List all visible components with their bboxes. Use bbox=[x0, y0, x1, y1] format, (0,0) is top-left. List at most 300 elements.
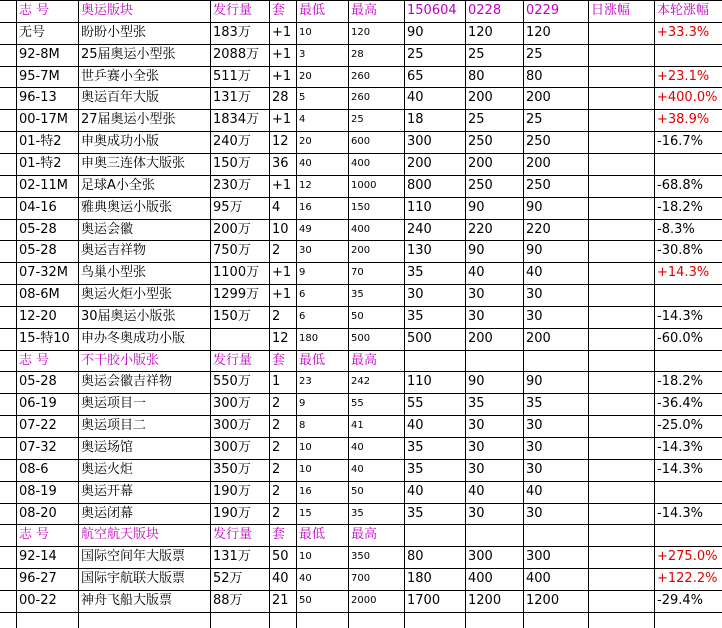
cell-name[interactable]: 奥运会徽吉祥物 bbox=[81, 374, 173, 390]
cell-sets[interactable]: 2 bbox=[272, 308, 281, 324]
cell-daily[interactable] bbox=[589, 240, 655, 262]
cell-issue[interactable]: 1299万 bbox=[213, 287, 260, 303]
cell-low[interactable]: 8 bbox=[299, 420, 306, 432]
cell-p0228[interactable]: 30 bbox=[468, 308, 485, 324]
cell-p0229[interactable]: 40 bbox=[526, 483, 543, 499]
cell-low[interactable]: 15 bbox=[299, 507, 312, 519]
cell-low[interactable]: 16 bbox=[299, 485, 312, 497]
cell-p0228[interactable]: 25 bbox=[468, 46, 485, 62]
cell-round[interactable] bbox=[655, 284, 722, 306]
cell-p150604[interactable]: 200 bbox=[407, 155, 432, 171]
cell-name[interactable]: 奥运项目二 bbox=[81, 418, 147, 434]
cell-sets[interactable]: 1 bbox=[272, 374, 281, 390]
cell-sets[interactable]: 28 bbox=[272, 90, 289, 106]
cell-round[interactable]: -8.3% bbox=[657, 221, 695, 237]
cell-code[interactable]: 92-8M bbox=[19, 46, 60, 62]
cell-round[interactable]: -18.2% bbox=[657, 199, 703, 215]
header-low[interactable]: 最低 bbox=[299, 352, 326, 368]
cell-p150604[interactable]: 18 bbox=[407, 112, 424, 128]
cell-round[interactable]: -68.8% bbox=[657, 177, 703, 193]
cell-issue[interactable]: 300万 bbox=[213, 396, 251, 412]
cell-round[interactable]: +14.3% bbox=[657, 265, 710, 281]
cell-name[interactable]: 盼盼小型张 bbox=[81, 24, 147, 40]
cell-sets[interactable]: +1 bbox=[272, 46, 292, 62]
cell-issue[interactable]: 750万 bbox=[213, 243, 251, 259]
cell-name[interactable]: 奥运场馆 bbox=[81, 440, 134, 455]
cell-round[interactable]: -18.2% bbox=[657, 374, 703, 390]
cell-p0229[interactable]: 30 bbox=[526, 308, 543, 324]
cell-p0229[interactable]: 90 bbox=[526, 374, 543, 390]
cell-round[interactable] bbox=[655, 153, 722, 175]
cell-p150604[interactable]: 180 bbox=[407, 571, 432, 587]
cell-p150604[interactable]: 130 bbox=[407, 243, 432, 259]
header-p150604[interactable] bbox=[405, 350, 466, 372]
cell-code[interactable]: 01-特2 bbox=[19, 134, 62, 150]
cell-issue[interactable]: 88万 bbox=[213, 592, 243, 608]
cell-p0228[interactable]: 30 bbox=[468, 418, 485, 434]
cell-p0228[interactable]: 90 bbox=[468, 243, 485, 259]
cell-round[interactable] bbox=[655, 44, 722, 66]
cell-name[interactable]: 国际宇航联大版票 bbox=[81, 571, 186, 587]
cell-name[interactable]: 鸟巢小型张 bbox=[81, 265, 147, 281]
cell-name[interactable]: 25届奥运小型张 bbox=[81, 46, 176, 62]
header-low[interactable]: 最低 bbox=[299, 3, 326, 18]
header-high[interactable]: 最高 bbox=[351, 3, 378, 18]
cell-low[interactable]: 20 bbox=[299, 136, 312, 148]
header-name[interactable]: 航空航天版块 bbox=[81, 527, 160, 543]
cell-p150604[interactable]: 110 bbox=[407, 374, 432, 390]
cell-high[interactable]: 41 bbox=[351, 420, 364, 432]
cell-p0229[interactable]: 400 bbox=[526, 571, 551, 587]
cell-p0228[interactable]: 200 bbox=[468, 155, 493, 171]
cell-code[interactable]: 96-27 bbox=[19, 571, 57, 587]
cell-p0229[interactable]: 1200 bbox=[526, 592, 560, 608]
cell-daily[interactable] bbox=[589, 393, 655, 415]
header-p0228[interactable] bbox=[466, 524, 524, 546]
cell-code[interactable]: 00-22 bbox=[19, 592, 57, 608]
cell-issue[interactable]: 300万 bbox=[213, 440, 251, 455]
cell-high[interactable]: 400 bbox=[351, 157, 371, 169]
cell-p0228[interactable]: 40 bbox=[468, 265, 485, 281]
cell-issue[interactable]: 1100万 bbox=[213, 265, 260, 281]
cell-low[interactable]: 4 bbox=[299, 114, 306, 126]
cell-low[interactable]: 10 bbox=[299, 442, 312, 453]
cell-sets[interactable]: 2 bbox=[272, 418, 281, 434]
header-sets[interactable]: 套 bbox=[272, 527, 286, 543]
cell-p150604[interactable]: 40 bbox=[407, 90, 424, 106]
cell-p150604[interactable]: 800 bbox=[407, 177, 432, 193]
cell-round[interactable]: -16.7% bbox=[657, 134, 703, 150]
cell-sets[interactable]: 2 bbox=[272, 440, 281, 455]
cell-name[interactable]: 奥运百年大版 bbox=[81, 90, 160, 106]
cell-p0228[interactable]: 90 bbox=[468, 199, 485, 215]
cell-code[interactable]: 07-22 bbox=[19, 418, 57, 434]
cell-code[interactable]: 02-11M bbox=[19, 177, 68, 193]
cell-name[interactable]: 30届奥运小版张 bbox=[81, 308, 176, 324]
cell-p0228[interactable]: 30 bbox=[468, 440, 485, 455]
cell-p0229[interactable]: 80 bbox=[526, 68, 543, 84]
cell-daily[interactable] bbox=[589, 328, 655, 350]
cell-high[interactable]: 2000 bbox=[351, 594, 377, 606]
cell-round[interactable]: -30.8% bbox=[657, 243, 703, 259]
cell-name[interactable]: 雅典奥运小版张 bbox=[81, 199, 173, 215]
cell-issue[interactable]: 150万 bbox=[213, 155, 251, 171]
cell-name[interactable]: 申办冬奥成功小版 bbox=[81, 330, 186, 346]
cell-p0228[interactable]: 1200 bbox=[468, 592, 502, 608]
cell-sets[interactable]: 2 bbox=[272, 483, 281, 499]
cell-issue[interactable]: 131万 bbox=[213, 90, 251, 106]
cell-low[interactable]: 10 bbox=[299, 26, 312, 38]
cell-issue[interactable]: 190万 bbox=[213, 483, 251, 499]
cell-low[interactable]: 9 bbox=[299, 267, 306, 279]
cell-high[interactable]: 500 bbox=[351, 332, 371, 344]
cell-name[interactable]: 申奥成功小版 bbox=[81, 134, 160, 150]
header-high[interactable]: 最高 bbox=[351, 527, 378, 543]
cell-code[interactable]: 08-20 bbox=[19, 505, 57, 521]
cell-daily[interactable] bbox=[589, 197, 655, 219]
header-issue[interactable]: 发行量 bbox=[213, 352, 253, 368]
cell-p150604[interactable]: 1700 bbox=[407, 592, 441, 608]
cell-code[interactable]: 05-28 bbox=[19, 221, 57, 237]
cell-code[interactable]: 01-特2 bbox=[19, 155, 62, 171]
cell-high[interactable]: 350 bbox=[351, 551, 371, 563]
header-p0229[interactable] bbox=[524, 350, 589, 372]
cell-p0229[interactable]: 90 bbox=[526, 199, 543, 215]
cell-p0229[interactable]: 200 bbox=[526, 155, 551, 171]
header-issue[interactable]: 发行量 bbox=[213, 3, 253, 18]
header-daily[interactable] bbox=[589, 350, 655, 372]
cell-low[interactable]: 3 bbox=[299, 48, 306, 60]
header-low[interactable]: 最低 bbox=[299, 527, 326, 543]
cell-round[interactable]: -29.4% bbox=[657, 592, 703, 608]
cell-high[interactable]: 70 bbox=[351, 267, 364, 279]
cell-round[interactable]: +122.2% bbox=[657, 571, 718, 587]
cell-p150604[interactable]: 65 bbox=[407, 68, 424, 84]
cell-daily[interactable] bbox=[589, 66, 655, 88]
cell-low[interactable]: 10 bbox=[299, 551, 312, 563]
cell-issue[interactable]: 52万 bbox=[213, 571, 243, 587]
cell-round[interactable]: -25.0% bbox=[657, 418, 703, 434]
header-daily[interactable] bbox=[589, 524, 655, 546]
cell-high[interactable]: 28 bbox=[351, 48, 364, 60]
cell-p150604[interactable]: 35 bbox=[407, 440, 424, 455]
cell-issue[interactable]: 2088万 bbox=[213, 46, 260, 62]
cell-round[interactable]: +33.3% bbox=[657, 24, 710, 40]
cell-round[interactable]: -14.3% bbox=[657, 440, 703, 455]
cell-p0229[interactable]: 30 bbox=[526, 505, 543, 521]
cell-p0229[interactable]: 30 bbox=[526, 418, 543, 434]
cell-round[interactable]: +275.0% bbox=[657, 549, 718, 565]
cell-p0228[interactable]: 40 bbox=[468, 483, 485, 499]
cell-sets[interactable]: 36 bbox=[272, 155, 289, 171]
cell-daily[interactable] bbox=[589, 503, 655, 525]
cell-issue[interactable]: 350万 bbox=[213, 461, 251, 477]
header-sets[interactable]: 套 bbox=[272, 352, 286, 368]
cell-p0229[interactable]: 200 bbox=[526, 330, 551, 346]
cell-high[interactable]: 25 bbox=[351, 114, 364, 126]
header-p0228[interactable] bbox=[466, 350, 524, 372]
cell-low[interactable]: 180 bbox=[299, 332, 319, 344]
header-daily[interactable]: 日涨幅 bbox=[591, 3, 631, 18]
cell-daily[interactable] bbox=[589, 131, 655, 153]
header-code[interactable]: 志 号 bbox=[19, 3, 50, 18]
cell-code[interactable]: 04-16 bbox=[19, 199, 57, 215]
cell-name[interactable]: 奥运吉祥物 bbox=[81, 243, 147, 259]
cell-p150604[interactable]: 80 bbox=[407, 549, 424, 565]
cell-high[interactable]: 200 bbox=[351, 245, 371, 257]
cell-p0228[interactable]: 250 bbox=[468, 177, 493, 193]
cell-p0229[interactable]: 30 bbox=[526, 440, 543, 455]
cell-p0228[interactable]: 30 bbox=[468, 461, 485, 477]
cell-low[interactable]: 30 bbox=[299, 245, 312, 257]
cell-p0229[interactable]: 30 bbox=[526, 461, 543, 477]
cell-sets[interactable]: 2 bbox=[272, 243, 281, 259]
cell-daily[interactable] bbox=[589, 459, 655, 481]
cell-p0229[interactable]: 40 bbox=[526, 265, 543, 281]
cell-sets[interactable]: 2 bbox=[272, 505, 281, 521]
cell-daily[interactable] bbox=[589, 590, 655, 612]
cell-sets[interactable]: +1 bbox=[272, 112, 292, 128]
cell-daily[interactable] bbox=[589, 568, 655, 590]
cell-p0229[interactable]: 30 bbox=[526, 287, 543, 303]
cell-high[interactable]: 35 bbox=[351, 289, 364, 301]
cell-issue[interactable]: 300万 bbox=[213, 418, 251, 434]
cell-daily[interactable] bbox=[589, 415, 655, 437]
cell-low[interactable]: 9 bbox=[299, 398, 306, 410]
cell-code[interactable]: 12-20 bbox=[19, 308, 57, 324]
cell-daily[interactable] bbox=[589, 284, 655, 306]
cell-daily[interactable] bbox=[589, 546, 655, 568]
cell-low[interactable]: 40 bbox=[299, 157, 312, 169]
cell-high[interactable]: 260 bbox=[351, 70, 371, 82]
cell-name[interactable]: 神舟飞船大版票 bbox=[81, 592, 173, 608]
cell-name[interactable]: 奥运项目一 bbox=[81, 396, 147, 412]
cell-p0228[interactable]: 400 bbox=[468, 571, 493, 587]
cell-code[interactable]: 08-19 bbox=[19, 483, 57, 499]
cell-round[interactable]: -14.3% bbox=[657, 461, 703, 477]
header-name[interactable]: 奥运版块 bbox=[81, 3, 134, 18]
cell-issue[interactable]: 550万 bbox=[213, 374, 251, 390]
cell-p0228[interactable]: 200 bbox=[468, 330, 493, 346]
cell-p150604[interactable]: 240 bbox=[407, 221, 432, 237]
cell-high[interactable]: 242 bbox=[351, 376, 371, 388]
cell-p150604[interactable]: 35 bbox=[407, 505, 424, 521]
cell-p0229[interactable]: 25 bbox=[526, 112, 543, 128]
cell-p0228[interactable]: 200 bbox=[468, 90, 493, 106]
cell-p150604[interactable]: 40 bbox=[407, 418, 424, 434]
cell-round[interactable] bbox=[655, 481, 722, 503]
cell-high[interactable]: 600 bbox=[351, 136, 371, 148]
cell-code[interactable]: 08-6M bbox=[19, 287, 60, 303]
cell-p150604[interactable]: 35 bbox=[407, 308, 424, 324]
header-name[interactable]: 不干胶小版张 bbox=[81, 352, 160, 368]
cell-daily[interactable] bbox=[589, 219, 655, 241]
cell-sets[interactable]: +1 bbox=[272, 265, 292, 281]
cell-p0228[interactable]: 220 bbox=[468, 221, 493, 237]
cell-p150604[interactable]: 300 bbox=[407, 134, 432, 150]
cell-high[interactable]: 400 bbox=[351, 223, 371, 235]
cell-issue[interactable] bbox=[211, 328, 270, 350]
cell-low[interactable]: 40 bbox=[299, 573, 312, 585]
cell-p0228[interactable]: 25 bbox=[468, 112, 485, 128]
cell-daily[interactable] bbox=[589, 175, 655, 197]
cell-name[interactable]: 奥运会徽 bbox=[81, 221, 134, 237]
cell-p0228[interactable]: 90 bbox=[468, 374, 485, 390]
cell-p0228[interactable]: 120 bbox=[468, 24, 493, 40]
cell-issue[interactable]: 190万 bbox=[213, 505, 251, 521]
cell-daily[interactable] bbox=[589, 87, 655, 109]
cell-name[interactable]: 奥运火炬 bbox=[81, 461, 134, 477]
header-code[interactable]: 志 号 bbox=[19, 527, 50, 543]
cell-p0229[interactable]: 90 bbox=[526, 243, 543, 259]
cell-daily[interactable] bbox=[589, 371, 655, 393]
header-code[interactable]: 志 号 bbox=[19, 352, 50, 368]
header-sets[interactable]: 套 bbox=[272, 3, 286, 18]
cell-daily[interactable] bbox=[589, 481, 655, 503]
cell-sets[interactable]: 2 bbox=[272, 461, 281, 477]
cell-p150604[interactable]: 30 bbox=[407, 287, 424, 303]
cell-p0229[interactable]: 35 bbox=[526, 396, 543, 412]
cell-round[interactable]: -36.4% bbox=[657, 396, 703, 412]
header-p0229[interactable]: 0229 bbox=[526, 3, 560, 18]
cell-low[interactable]: 49 bbox=[299, 223, 312, 235]
cell-high[interactable]: 40 bbox=[351, 442, 364, 453]
cell-low[interactable]: 6 bbox=[299, 289, 306, 301]
cell-p0228[interactable]: 30 bbox=[468, 505, 485, 521]
cell-low[interactable]: 5 bbox=[299, 92, 306, 104]
cell-code[interactable]: 00-17M bbox=[19, 112, 68, 128]
cell-daily[interactable] bbox=[589, 153, 655, 175]
cell-round[interactable]: -14.3% bbox=[657, 308, 703, 324]
header-p150604[interactable] bbox=[405, 524, 466, 546]
cell-name[interactable]: 奥运开幕 bbox=[81, 483, 134, 499]
cell-p150604[interactable]: 35 bbox=[407, 461, 424, 477]
cell-daily[interactable] bbox=[589, 109, 655, 131]
cell-daily[interactable] bbox=[589, 306, 655, 328]
cell-name[interactable]: 申奥三连体大版张 bbox=[81, 155, 186, 171]
header-p0228[interactable]: 0228 bbox=[468, 3, 502, 18]
cell-name[interactable]: 奥运闭幕 bbox=[81, 505, 134, 521]
cell-p150604[interactable]: 110 bbox=[407, 199, 432, 215]
cell-p150604[interactable]: 500 bbox=[407, 330, 432, 346]
cell-round[interactable]: +38.9% bbox=[657, 112, 710, 128]
cell-p0228[interactable]: 35 bbox=[468, 396, 485, 412]
cell-low[interactable]: 10 bbox=[299, 463, 312, 475]
header-round[interactable] bbox=[655, 524, 722, 546]
cell-issue[interactable]: 240万 bbox=[213, 134, 251, 150]
cell-high[interactable]: 40 bbox=[351, 463, 364, 475]
cell-code[interactable]: 96-13 bbox=[19, 90, 57, 106]
cell-sets[interactable]: 12 bbox=[272, 134, 289, 150]
cell-code[interactable]: 07-32M bbox=[19, 265, 68, 281]
cell-p0229[interactable]: 120 bbox=[526, 24, 551, 40]
cell-sets[interactable]: 40 bbox=[272, 571, 289, 587]
cell-code[interactable]: 08-6 bbox=[19, 461, 49, 477]
cell-sets[interactable]: +1 bbox=[272, 287, 292, 303]
cell-issue[interactable]: 131万 bbox=[213, 549, 251, 565]
cell-p0229[interactable]: 300 bbox=[526, 549, 551, 565]
cell-sets[interactable]: 2 bbox=[272, 396, 281, 412]
cell-daily[interactable] bbox=[589, 22, 655, 44]
cell-p150604[interactable]: 35 bbox=[407, 265, 424, 281]
cell-high[interactable]: 1000 bbox=[351, 179, 377, 191]
cell-p0229[interactable]: 250 bbox=[526, 177, 551, 193]
cell-high[interactable]: 55 bbox=[351, 398, 364, 410]
header-p0229[interactable] bbox=[524, 524, 589, 546]
cell-name[interactable]: 奥运火炬小型张 bbox=[81, 287, 173, 303]
cell-p0229[interactable]: 220 bbox=[526, 221, 551, 237]
header-round[interactable]: 本轮涨幅 bbox=[657, 3, 710, 18]
cell-sets[interactable]: 50 bbox=[272, 549, 289, 565]
header-issue[interactable]: 发行量 bbox=[213, 527, 253, 543]
cell-high[interactable]: 700 bbox=[351, 573, 371, 585]
cell-p150604[interactable]: 55 bbox=[407, 396, 424, 412]
cell-low[interactable]: 50 bbox=[299, 594, 312, 606]
header-p150604[interactable]: 150604 bbox=[407, 3, 457, 18]
cell-round[interactable]: -14.3% bbox=[657, 505, 703, 521]
cell-issue[interactable]: 230万 bbox=[213, 177, 251, 193]
cell-p0228[interactable]: 300 bbox=[468, 549, 493, 565]
cell-code[interactable]: 15-特10 bbox=[19, 330, 70, 346]
cell-issue[interactable]: 95万 bbox=[213, 199, 243, 215]
cell-low[interactable]: 20 bbox=[299, 70, 312, 82]
cell-name[interactable]: 世乒赛小全张 bbox=[81, 68, 160, 84]
cell-p0229[interactable]: 250 bbox=[526, 134, 551, 150]
header-round[interactable] bbox=[655, 350, 722, 372]
cell-high[interactable]: 35 bbox=[351, 507, 364, 519]
cell-name[interactable]: 27届奥运小型张 bbox=[81, 112, 176, 128]
cell-daily[interactable] bbox=[589, 44, 655, 66]
cell-high[interactable]: 260 bbox=[351, 92, 371, 104]
cell-high[interactable]: 50 bbox=[351, 310, 364, 322]
cell-low[interactable]: 16 bbox=[299, 201, 312, 213]
cell-round[interactable]: -60.0% bbox=[657, 330, 703, 346]
cell-issue[interactable]: 511万 bbox=[213, 68, 251, 84]
cell-name[interactable]: 国际空间年大版票 bbox=[81, 549, 186, 565]
header-high[interactable]: 最高 bbox=[351, 352, 378, 368]
cell-round[interactable]: +400.0% bbox=[657, 90, 718, 106]
cell-issue[interactable]: 183万 bbox=[213, 24, 251, 40]
cell-p0229[interactable]: 25 bbox=[526, 46, 543, 62]
cell-sets[interactable]: +1 bbox=[272, 24, 292, 40]
cell-daily[interactable] bbox=[589, 262, 655, 284]
cell-low[interactable]: 23 bbox=[299, 376, 312, 388]
cell-sets[interactable]: +1 bbox=[272, 177, 292, 193]
cell-high[interactable]: 120 bbox=[351, 26, 371, 38]
cell-code[interactable]: 05-28 bbox=[19, 243, 57, 259]
cell-code[interactable]: 07-32 bbox=[19, 440, 57, 455]
cell-code[interactable]: 92-14 bbox=[19, 549, 57, 565]
cell-issue[interactable]: 200万 bbox=[213, 221, 251, 237]
cell-round[interactable]: +23.1% bbox=[657, 68, 710, 84]
cell-daily[interactable] bbox=[589, 437, 655, 459]
cell-p150604[interactable]: 25 bbox=[407, 46, 424, 62]
cell-high[interactable]: 150 bbox=[351, 201, 371, 213]
cell-p0228[interactable]: 80 bbox=[468, 68, 485, 84]
cell-p150604[interactable]: 90 bbox=[407, 24, 424, 40]
cell-code[interactable]: 05-28 bbox=[19, 374, 57, 390]
cell-low[interactable]: 6 bbox=[299, 310, 306, 322]
cell-p0228[interactable]: 250 bbox=[468, 134, 493, 150]
cell-sets[interactable]: 10 bbox=[272, 221, 289, 237]
cell-low[interactable]: 12 bbox=[299, 179, 312, 191]
cell-issue[interactable]: 150万 bbox=[213, 308, 251, 324]
cell-issue[interactable]: 1834万 bbox=[213, 112, 260, 128]
cell-p0228[interactable]: 30 bbox=[468, 287, 485, 303]
cell-code[interactable]: 95-7M bbox=[19, 68, 60, 84]
cell-sets[interactable]: +1 bbox=[272, 68, 292, 84]
cell-code[interactable]: 无号 bbox=[19, 24, 46, 40]
